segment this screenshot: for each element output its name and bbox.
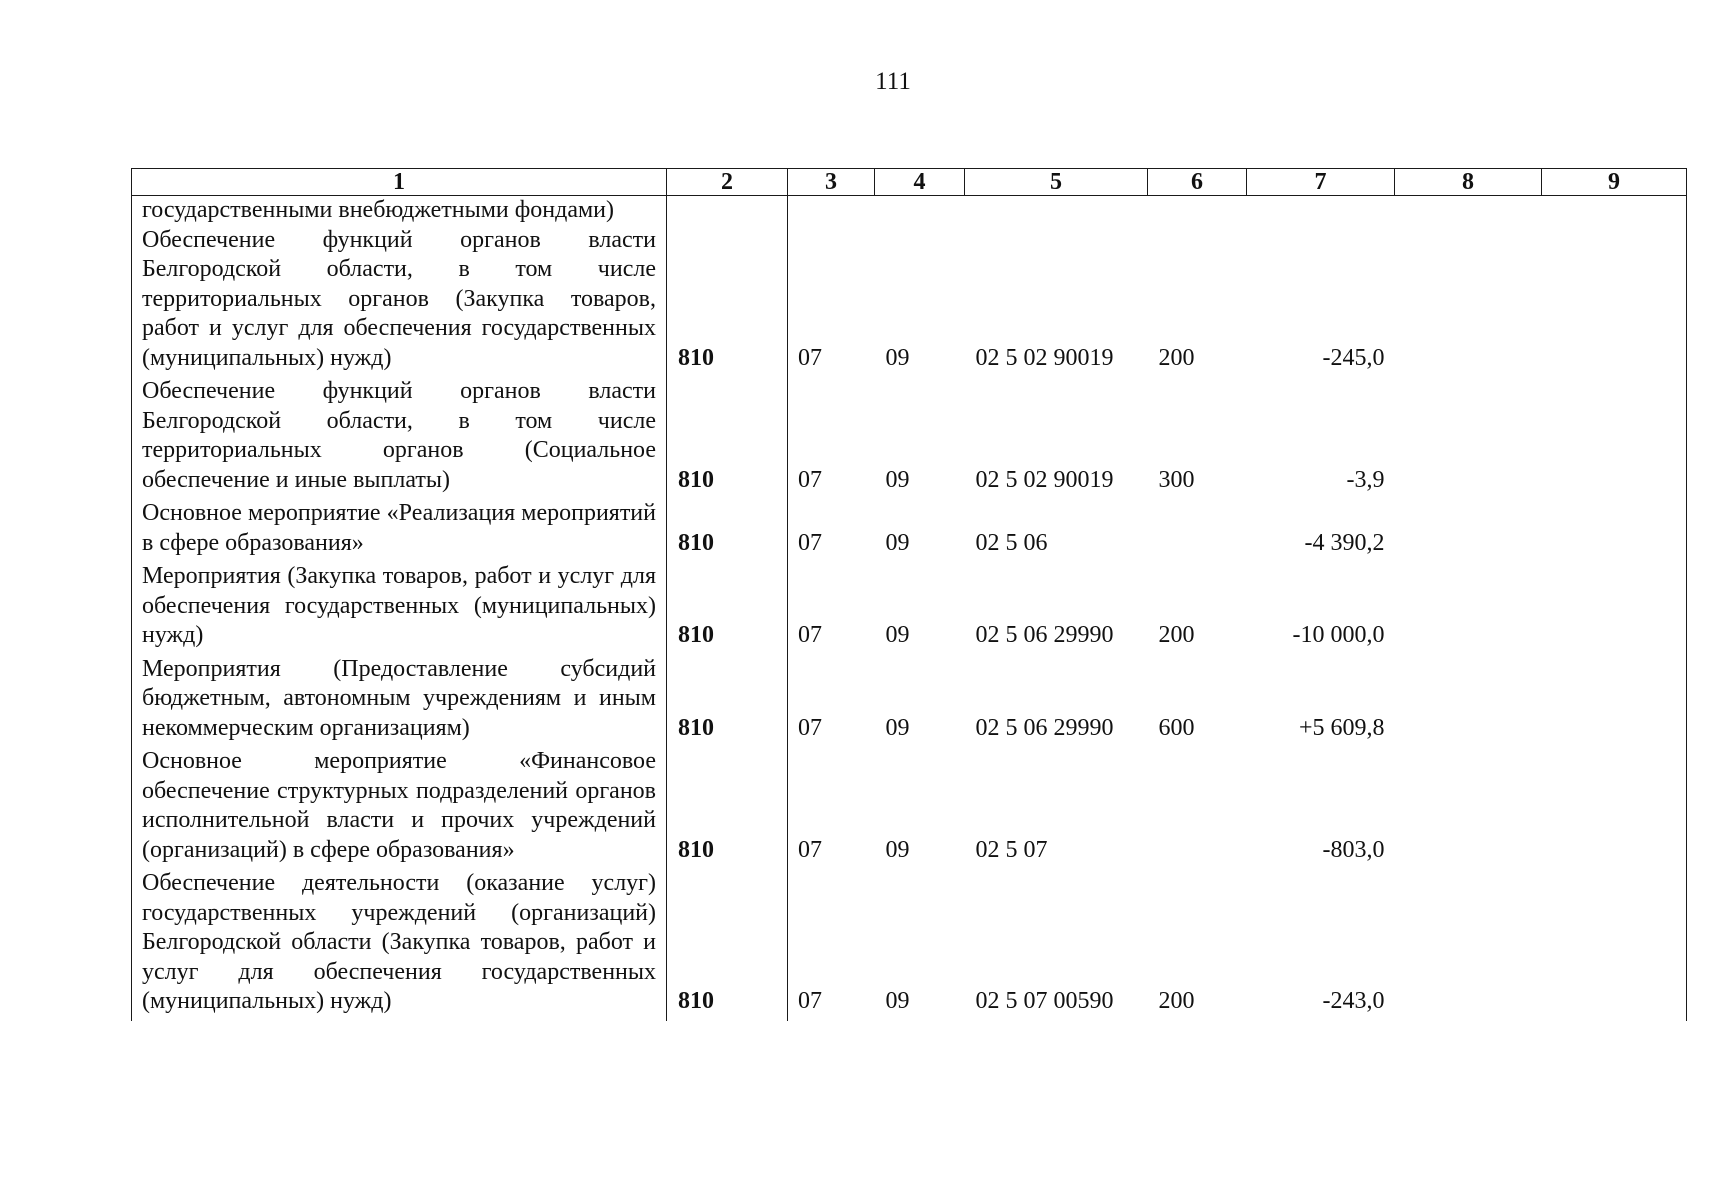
row-target-article: 02 5 07 — [975, 836, 1048, 863]
row-code-admin: 810 — [667, 655, 788, 748]
table-row — [132, 377, 1687, 499]
row-col8 — [1395, 499, 1542, 562]
row-target-article: 02 5 06 29990 — [975, 714, 1114, 741]
row-code-admin: 810 — [667, 869, 788, 1021]
column-header-6: 6 — [1148, 169, 1247, 196]
row-col8 — [1395, 869, 1542, 1021]
row-target-article: 02 5 02 90019 — [975, 344, 1114, 371]
row-amount: -245,0 — [1322, 344, 1385, 371]
table-row — [132, 869, 1687, 1021]
row-col8 — [1395, 226, 1542, 378]
row-section: 07 — [798, 836, 822, 863]
row-amount: -10 000,0 — [1292, 622, 1385, 648]
row-code-admin: 810 — [667, 226, 788, 378]
row-expense-type: 200 — [1158, 988, 1195, 1014]
row-target-article: 02 5 06 29990 — [975, 622, 1114, 648]
column-header-2: 2 — [667, 169, 788, 196]
row-subsection: 09 — [885, 344, 910, 371]
row-description: Мероприятия (Закупка товаров, работ и услуг для обеспечения государственных (муниципальных) нужд) — [132, 562, 667, 655]
row-col9 — [1542, 226, 1687, 378]
page-number: 111 — [875, 68, 911, 95]
table-header-row — [132, 169, 1687, 196]
row-subsection: 09 — [885, 529, 910, 556]
row-section: 07 — [798, 344, 822, 371]
row-target-article: 02 5 02 90019 — [975, 466, 1114, 493]
row-expense-type: 600 — [1158, 714, 1195, 741]
row-col9 — [1542, 562, 1687, 655]
row-section: 07 — [798, 529, 822, 556]
table-row — [132, 499, 1687, 562]
row-section: 07 — [798, 622, 822, 648]
row-amount: +5 609,8 — [1298, 714, 1385, 741]
row-col8 — [1395, 377, 1542, 499]
row-col9 — [1542, 655, 1687, 748]
row-code-admin: 810 — [667, 747, 788, 869]
row-target-article: 02 5 06 — [975, 529, 1048, 556]
row-section: 07 — [798, 988, 822, 1014]
row-col8 — [1395, 655, 1542, 748]
row-expense-type: 200 — [1158, 344, 1195, 371]
row-subsection: 09 — [885, 466, 910, 493]
column-header-7: 7 — [1247, 169, 1395, 196]
row-col9 — [1542, 377, 1687, 499]
row-section: 07 — [798, 714, 822, 741]
row-description: Основное мероприятие «Финансовое обеспечение структурных подразделений органов исполнительной власти и прочих учреждений (организаций) в сфере образования» — [132, 747, 667, 869]
row-amount: -4 390,2 — [1304, 529, 1385, 556]
row-description: Обеспечение деятельности (оказание услуг) государственных учреждений (организаций) Белгородской области (Закупка товаров, работ и услуг для обеспечения государственных (муниципальных) нужд) — [132, 869, 667, 1021]
table-row — [132, 562, 1687, 655]
row-description: Основное мероприятие «Реализация мероприятий в сфере образования» — [132, 499, 667, 562]
table-row — [132, 226, 1687, 378]
budget-table — [131, 168, 1687, 1021]
row-col9 — [1542, 747, 1687, 869]
continuation-row — [132, 196, 1687, 226]
column-header-1: 1 — [132, 169, 667, 196]
row-description: Обеспечение функций органов власти Белгородской области, в том числе территориальных органов (Социальное обеспечение и иные выплаты) — [132, 377, 667, 499]
column-header-3: 3 — [788, 169, 875, 196]
row-amount: -803,0 — [1322, 836, 1385, 863]
row-col9 — [1542, 499, 1687, 562]
column-header-5: 5 — [965, 169, 1148, 196]
table-row — [132, 655, 1687, 748]
row-description: Мероприятия (Предоставление субсидий бюджетным, автономным учреждениям и иным некоммерческим организациям) — [132, 655, 667, 748]
row-amount: -3,9 — [1346, 466, 1385, 493]
row-subsection: 09 — [885, 714, 910, 741]
row-target-article: 02 5 07 00590 — [975, 988, 1114, 1014]
column-header-9: 9 — [1542, 169, 1687, 196]
continuation-text: государственными внебюджетными фондами) — [132, 196, 667, 226]
column-header-4: 4 — [875, 169, 965, 196]
row-description: Обеспечение функций органов власти Белгородской области, в том числе территориальных органов (Закупка товаров, работ и услуг для обеспечения государственных (муниципальных) нужд) — [132, 226, 667, 378]
row-col8 — [1395, 562, 1542, 655]
row-col9 — [1542, 869, 1687, 1021]
row-code-admin: 810 — [667, 499, 788, 562]
row-section: 07 — [798, 466, 822, 493]
row-subsection: 09 — [885, 836, 910, 863]
row-expense-type: 200 — [1158, 622, 1195, 648]
row-subsection: 09 — [885, 988, 910, 1014]
row-expense-type: 300 — [1158, 466, 1195, 493]
table-row — [132, 747, 1687, 869]
row-subsection: 09 — [885, 622, 910, 648]
row-code-admin: 810 — [667, 377, 788, 499]
row-col8 — [1395, 747, 1542, 869]
row-code-admin: 810 — [667, 562, 788, 655]
row-amount: -243,0 — [1322, 988, 1385, 1014]
column-header-8: 8 — [1395, 169, 1542, 196]
row-expense-type — [1148, 747, 1247, 869]
row-expense-type — [1148, 499, 1247, 562]
